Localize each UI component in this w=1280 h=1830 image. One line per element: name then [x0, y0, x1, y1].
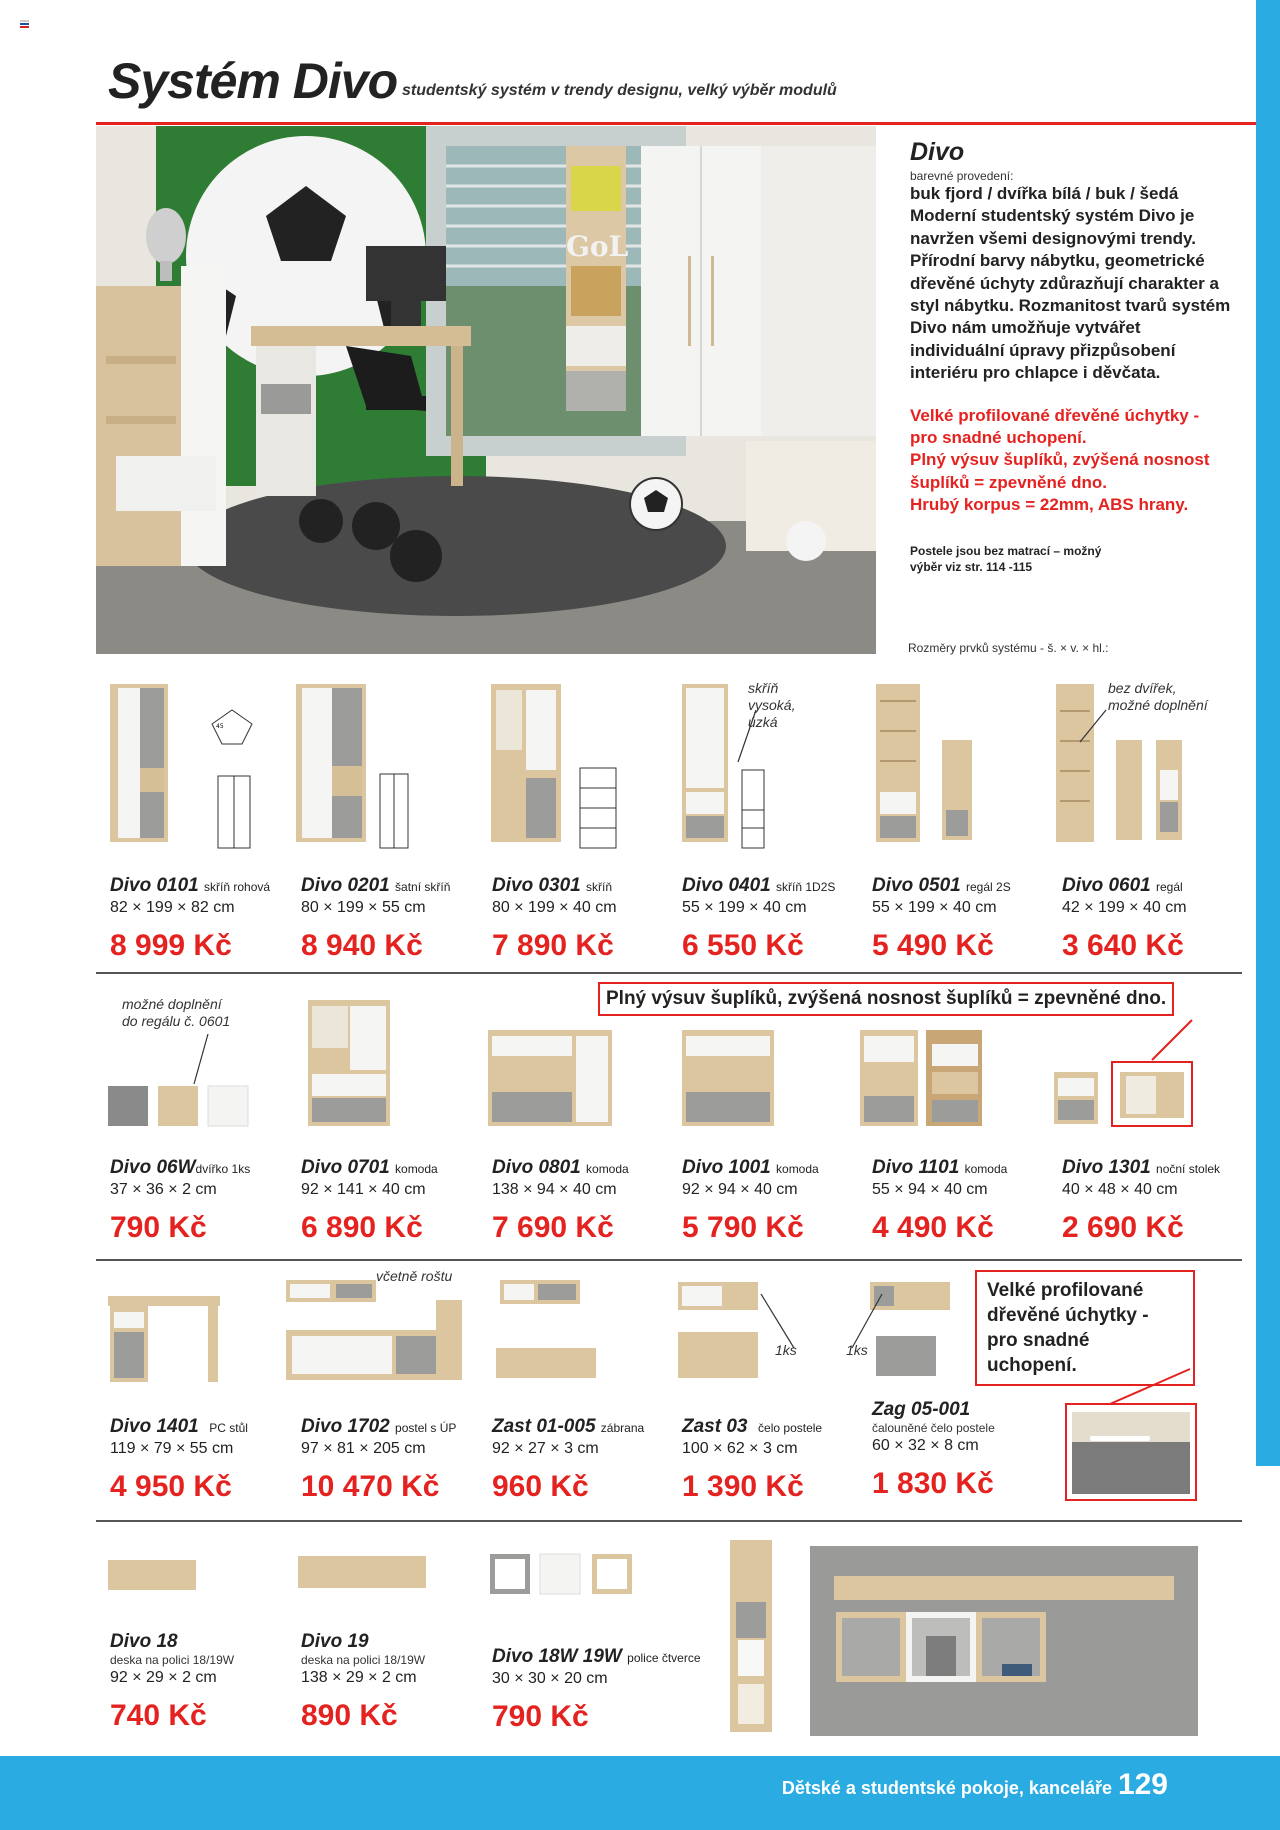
annotation-line: úzká: [748, 714, 778, 730]
product-price: 960 Kč: [492, 1470, 589, 1503]
product-name: Divo 0701: [301, 1157, 390, 1178]
product-name: Divo 1301: [1062, 1157, 1151, 1178]
annotation-extension: [122, 996, 230, 1030]
row-divider: [96, 972, 1242, 974]
page-subtitle: studentský systém v trendy designu, velký výběr modulů: [402, 82, 837, 99]
callout-line: Velké profilované: [987, 1280, 1144, 1301]
annotation-no-doors: [1108, 680, 1208, 714]
product-dims: 80 × 199 × 55 cm: [301, 899, 426, 916]
product-price: 7 690 Kč: [492, 1211, 614, 1244]
product-dims: 55 × 199 × 40 cm: [682, 899, 807, 916]
product-price: 5 490 Kč: [872, 929, 994, 962]
description-line: interiéru pro chlapce i děvčata.: [910, 363, 1161, 383]
product-price: 790 Kč: [492, 1700, 589, 1733]
product-name: Zast 01-005: [492, 1416, 596, 1437]
product-dims: 42 × 199 × 40 cm: [1062, 899, 1187, 916]
product-name: Divo 0801: [492, 1157, 581, 1178]
product-dims: 60 × 32 × 8 cm: [872, 1437, 979, 1454]
product-divo-0801: [492, 1157, 629, 1245]
product-price: 1 830 Kč: [872, 1467, 994, 1500]
product-divo-0601: [1062, 875, 1187, 963]
product-divo-0201: [301, 875, 450, 963]
product-type: komoda: [395, 1162, 438, 1176]
product-dims: 55 × 94 × 40 cm: [872, 1181, 988, 1198]
annotation-line: bez dvířek,: [1108, 680, 1177, 696]
product-dims: 55 × 199 × 40 cm: [872, 899, 997, 916]
product-price: 2 690 Kč: [1062, 1211, 1184, 1244]
annotation-slatted-base: včetně roštu: [376, 1268, 453, 1284]
feature-line: Plný výsuv šuplíků, zvýšená nosnost: [910, 450, 1210, 470]
dimension-note: Rozměry prvků systému - š. × v. × hl.:: [908, 641, 1109, 655]
product-name: Divo 0601: [1062, 875, 1151, 896]
row-divider: [96, 1520, 1242, 1522]
product-name: Zast 03: [682, 1416, 748, 1437]
divo-0701-image: [308, 1000, 390, 1126]
product-name: Divo 19: [301, 1631, 369, 1652]
description-line: Přírodní barvy nábytku, geometrické: [910, 251, 1205, 271]
product-price: 8 940 Kč: [301, 929, 423, 962]
description-line: individuální úpravy přizpůsobení: [910, 340, 1176, 360]
description-line: Divo nám umožňuje vytvářet: [910, 318, 1141, 338]
product-divo-0501: [872, 875, 1011, 963]
product-divo-1301: [1062, 1157, 1220, 1245]
divo-0101-image: [110, 684, 252, 848]
product-divo-18w-19w: [492, 1646, 701, 1734]
zast-01-005-image: [496, 1280, 596, 1378]
divo-0801-image: [488, 1030, 612, 1126]
product-type: regál 2S: [966, 880, 1011, 894]
product-zast-03: [682, 1416, 822, 1504]
page-title: Systém Divo: [108, 53, 398, 109]
product-name: Divo 1001: [682, 1157, 771, 1178]
product-name: Divo 18: [110, 1631, 178, 1652]
product-type: skříň rohová: [204, 880, 271, 894]
product-dims: 92 × 29 × 2 cm: [110, 1669, 217, 1686]
product-type: skříň 1D2S: [776, 880, 836, 894]
divo-18w-19w-image: [490, 1554, 632, 1594]
divo-1301-image: [1054, 1062, 1192, 1126]
product-zast-01-005: [492, 1416, 644, 1504]
product-type: komoda: [776, 1162, 819, 1176]
product-dims: 82 × 199 × 82 cm: [110, 899, 235, 916]
product-dims: 92 × 94 × 40 cm: [682, 1181, 798, 1198]
product-type: šatní skříň: [395, 880, 451, 894]
product-price: 7 890 Kč: [492, 929, 614, 962]
product-name: Divo 0401: [682, 875, 771, 896]
product-type: komoda: [964, 1162, 1008, 1176]
row1-product-images: [96, 670, 1246, 870]
product-divo-19: [301, 1631, 425, 1733]
divo-1401-image: [108, 1296, 220, 1382]
product-zag-05-001: [872, 1399, 995, 1501]
annotation-line: možné doplnění: [1108, 697, 1208, 713]
divo-18-image: [108, 1560, 196, 1590]
product-name: Divo 1702: [301, 1416, 390, 1437]
product-price: 6 890 Kč: [301, 1211, 423, 1244]
color-label: barevné provedení:: [910, 169, 1014, 183]
hero-sign-text: GoL: [566, 230, 629, 263]
shelf-wall-image: [810, 1546, 1198, 1736]
description-panel: [910, 138, 1250, 575]
divo-06w-image: [108, 1086, 248, 1126]
product-name: Divo 18W 19W: [492, 1646, 622, 1667]
product-type: postel s ÚP: [395, 1421, 457, 1435]
divo-0301-image: [491, 684, 616, 848]
product-name: Divo 1401: [110, 1416, 199, 1437]
drawer-callout: Plný výsuv šuplíků, zvýšená nosnost šuplíků = zpevněné dno.: [598, 982, 1174, 1016]
product-dims: 80 × 199 × 40 cm: [492, 899, 617, 916]
product-price: 740 Kč: [110, 1699, 207, 1732]
product-type: dvířko 1ks: [195, 1162, 251, 1176]
product-type: police čtverce: [627, 1651, 701, 1665]
product-divo-1001: [682, 1157, 819, 1245]
product-type: deska na polici 18/19W: [301, 1653, 426, 1667]
product-price: 3 640 Kč: [1062, 929, 1184, 962]
product-type: deska na polici 18/19W: [110, 1653, 235, 1667]
handle-detail-image: [1060, 1368, 1200, 1508]
product-type: regál: [1156, 880, 1183, 894]
product-price: 790 Kč: [110, 1211, 207, 1244]
annotation-1ks-right: 1ks: [846, 1342, 868, 1358]
product-type: PC stůl: [209, 1421, 248, 1435]
bed-note-line: výběr viz str. 114 -115: [910, 559, 1033, 574]
product-price: 890 Kč: [301, 1699, 398, 1732]
product-price: 4 950 Kč: [110, 1470, 232, 1503]
product-dims: 97 × 81 × 205 cm: [301, 1440, 426, 1457]
product-divo-0401: [682, 875, 835, 963]
product-name: Divo 1101: [872, 1157, 960, 1178]
product-price: 8 999 Kč: [110, 929, 232, 962]
feature-list: [910, 405, 1250, 517]
product-dims: 100 × 62 × 3 cm: [682, 1440, 798, 1457]
product-name: Divo 06W: [110, 1157, 196, 1178]
product-divo-1401: [110, 1416, 248, 1504]
description-line: dřevěné úchyty zdůrazňují charakter a: [910, 273, 1219, 293]
divo-0201-image: [296, 684, 408, 848]
divo-19-image: [298, 1556, 426, 1588]
product-type: komoda: [586, 1162, 629, 1176]
product-name: Divo 0501: [872, 875, 961, 896]
product-divo-0701: [301, 1157, 438, 1245]
annotation-tall-wardrobe: [748, 680, 795, 731]
feature-line: Hrubý korpus = 22mm, ABS hrany.: [910, 495, 1189, 515]
feature-line: Velké profilované dřevěné úchytky -: [910, 405, 1200, 425]
product-type: noční stolek: [1156, 1162, 1221, 1176]
side-tab: [1256, 0, 1280, 1466]
annotation-1ks-left: 1ks: [775, 1342, 797, 1358]
annotation-line: možné doplnění: [122, 996, 222, 1012]
description-line: buk fjord / dvířka bílá / buk / šedá: [910, 184, 1179, 203]
hero-room-photo: [96, 126, 876, 654]
description-line: navržen všemi designovými trendy.: [910, 228, 1196, 248]
svg-text:45: 45: [216, 723, 224, 730]
product-dims: 119 × 79 × 55 cm: [110, 1440, 234, 1457]
description-line: Moderní studentský systém Divo je: [910, 206, 1195, 226]
product-price: 1 390 Kč: [682, 1470, 804, 1503]
divo-1001-image: [682, 1030, 774, 1126]
annotation-line: do regálu č. 0601: [122, 1013, 231, 1029]
product-name: Zag 05-001: [872, 1399, 971, 1420]
footer-section-title: Dětské a studentské pokoje, kanceláře: [781, 1778, 1112, 1798]
description-heading: Divo: [910, 138, 965, 166]
divo-1702-image: [286, 1280, 462, 1380]
callout-line: dřevěné úchytky -: [987, 1305, 1149, 1326]
feature-line: pro snadné uchopení.: [910, 428, 1087, 448]
product-type: čelo postele: [758, 1421, 823, 1435]
product-price: 10 470 Kč: [301, 1470, 440, 1503]
product-divo-06w: [110, 1157, 250, 1245]
product-divo-1702: [301, 1416, 456, 1504]
feature-line: šuplíků = zpevněné dno.: [910, 472, 1107, 492]
bed-note-line: Postele jsou bez matrací – možný: [910, 543, 1102, 558]
divo-1101-image: [860, 1030, 982, 1126]
product-name: Divo 0101: [110, 875, 199, 896]
row-divider: [96, 1259, 1242, 1261]
product-price: 6 550 Kč: [682, 929, 804, 962]
flag-icon: [20, 20, 29, 28]
zast-03-image: [678, 1282, 950, 1378]
product-dims: 40 × 48 × 40 cm: [1062, 1181, 1178, 1198]
product-dims: 138 × 29 × 2 cm: [301, 1669, 417, 1686]
product-price: 4 490 Kč: [872, 1211, 994, 1244]
product-name: Divo 0201: [301, 875, 390, 896]
description-line: styl nábytku. Rozmanitost tvarů systém: [910, 296, 1231, 316]
product-name: Divo 0301: [492, 875, 581, 896]
product-dims: 138 × 94 × 40 cm: [492, 1181, 617, 1198]
product-divo-0301: [492, 875, 617, 963]
bed-note: [910, 543, 1250, 575]
annotation-line: skříň: [748, 680, 779, 696]
product-dims: 30 × 30 × 20 cm: [492, 1670, 608, 1687]
annotation-line: vysoká,: [748, 697, 796, 713]
page-number: 129: [1117, 1768, 1168, 1801]
product-dims: 37 × 36 × 2 cm: [110, 1181, 217, 1198]
divo-0501-image: [876, 684, 972, 842]
product-type: skříň: [586, 880, 613, 894]
product-divo-1101: [872, 1157, 1007, 1245]
product-dims: 92 × 27 × 3 cm: [492, 1440, 599, 1457]
product-dims: 92 × 141 × 40 cm: [301, 1181, 426, 1198]
product-divo-0101: [110, 875, 270, 963]
product-type: zábrana: [600, 1421, 645, 1435]
product-price: 5 790 Kč: [682, 1211, 804, 1244]
product-divo-18: [110, 1631, 234, 1733]
title-underline: [96, 122, 1256, 125]
callout-line: pro snadné uchopení.: [987, 1330, 1090, 1376]
product-type: čalouněné čelo postele: [872, 1421, 995, 1435]
shelf-column-image: [730, 1540, 772, 1732]
